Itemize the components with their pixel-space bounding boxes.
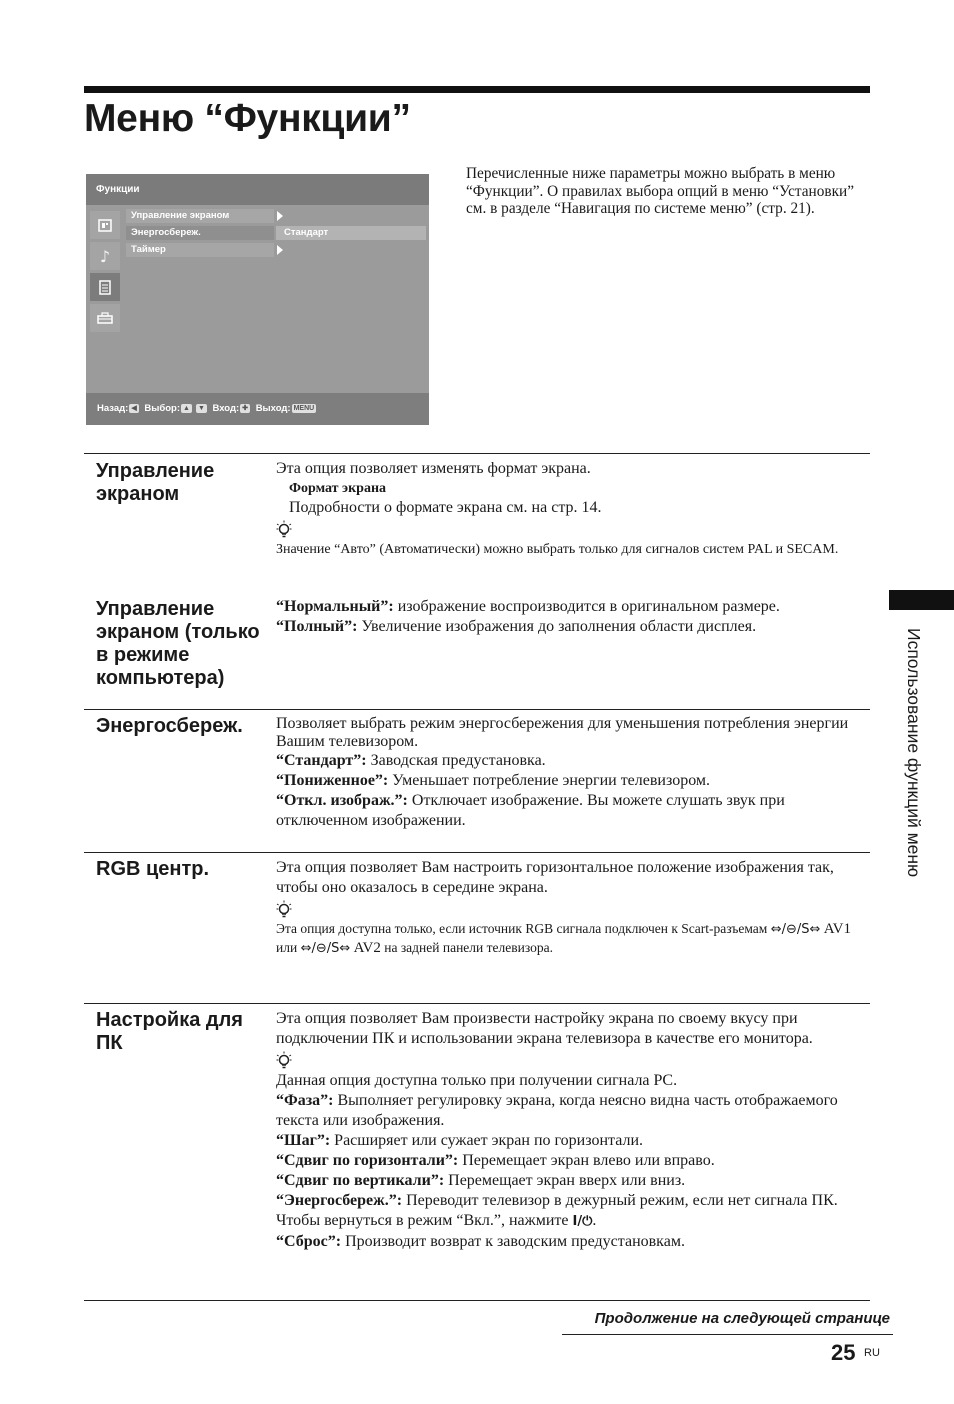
- lightbulb-tip-icon: [276, 900, 292, 920]
- continue-rule: [562, 1334, 893, 1335]
- music-note-icon: ♪: [90, 242, 120, 270]
- desc-text: Эта опция позволяет Вам произвести настройку экрана по своему вкусу при подключении ПК и использовании экрана телевизора в качестве его монитора.: [276, 1010, 813, 1047]
- option-line: “Фаза”: Выполняет регулировку экрана, когда неясно видна часть отображаемого текста или изображения.: [276, 1092, 838, 1129]
- term-rgb-center: RGB центр.: [96, 858, 210, 880]
- lightbulb-tip-icon: [276, 1051, 292, 1071]
- left-arrow-key-icon: ◀: [131, 404, 137, 412]
- option-line: “Откл. изображ.”: Отключает изображение. Вы можете слушать звук при отключенном изображении.: [276, 792, 785, 829]
- submenu-arrow-icon: [277, 211, 283, 221]
- menu-key-icon: MENU: [293, 404, 315, 412]
- intro-text: Перечисленные ниже параметры можно выбрать в меню “Функции”. О правилах выбора опций в меню “Установки” см. в разделе “Навигация по системе меню” (стр. 21).: [466, 165, 855, 217]
- tip-text: Данная опция доступна только при получении сигнала PC.: [276, 1072, 678, 1089]
- functions-icon: [90, 273, 120, 301]
- section-divider: [84, 709, 870, 710]
- up-arrow-key-icon: ▲: [183, 404, 190, 412]
- option-line: “Шаг”: Расширяет или сужает экран по горизонтали.: [276, 1132, 644, 1149]
- page-language: RU: [864, 1347, 880, 1359]
- tip-text: Эта опция доступна только, если источник RGB сигнала подключен к Scart-разъемам ⇔/⊖/S⇔ AV1 или ⇔/⊖/S⇔ AV2 на задней панели телевизора.: [276, 921, 852, 956]
- down-arrow-key-icon: ▼: [197, 404, 205, 412]
- option-line: “Нормальный”: изображение воспроизводится в оригинальном размере.: [276, 598, 780, 615]
- section-divider: [84, 453, 870, 454]
- term-screen-control: Управление экраном: [96, 460, 215, 505]
- osd-footer: [86, 393, 429, 425]
- desc-screen-control: [276, 459, 870, 559]
- desc-text: Позволяет выбрать режим энергосбережения для уменьшения потребления энергии Вашим телевизором.: [276, 715, 849, 750]
- osd-title: Функции: [86, 174, 429, 205]
- section-divider: [84, 852, 870, 853]
- lightbulb-tip-icon: [276, 520, 292, 540]
- side-tab-marker: [889, 590, 954, 610]
- option-line: “Сброс”: Производит возврат к заводским предустановкам.: [276, 1233, 685, 1250]
- scart-connector-icon: ⇔/⊖/S⇔: [770, 922, 821, 937]
- osd-value-power-saving: Стандарт: [276, 226, 426, 240]
- page-title: Меню “Функции”: [84, 97, 411, 140]
- desc-rgb-center: [276, 858, 870, 958]
- side-tab-label: Использование функций меню: [904, 628, 924, 878]
- option-line: “Сдвиг по горизонтали”: Перемещает экран влево или вправо.: [276, 1152, 715, 1169]
- osd-footer-back-label: Назад:: [97, 403, 129, 414]
- section-divider: [84, 1003, 870, 1004]
- osd-menu-screenshot: [86, 174, 429, 425]
- option-line: “Сдвиг по вертикали”: Перемещает экран вверх или вниз.: [276, 1172, 686, 1189]
- desc-text: Эта опция позволяет Вам настроить горизонтальное положение изображения так, чтобы оно оказалось в середине экрана.: [276, 859, 834, 896]
- option-line: “Энергосбереж.”: Переводит телевизор в дежурный режим, если нет сигнала ПК. Чтобы вернуться в режим “Вкл.”, нажмите I/⏻.: [276, 1192, 838, 1229]
- desc-text: Эта опция позволяет изменять формат экрана.: [276, 460, 591, 477]
- osd-item-power-saving[interactable]: Энергосбереж.: [126, 226, 274, 240]
- desc-power-saving: [276, 715, 870, 831]
- toolbox-icon: [90, 304, 120, 332]
- picture-icon: [90, 211, 120, 239]
- osd-icon-column: [90, 211, 120, 335]
- sub-text: Подробности о формате экрана см. на стр. 14.: [289, 499, 602, 516]
- osd-body: [86, 205, 429, 393]
- power-button-icon: I/⏻: [572, 1214, 593, 1229]
- term-pc-settings: Настройка для ПК: [96, 1009, 243, 1054]
- osd-item-screen-control[interactable]: Управление экраном: [126, 209, 274, 223]
- option-line: “Стандарт”: Заводская предустановка.: [276, 752, 546, 769]
- page-number: 25: [831, 1340, 856, 1365]
- submenu-arrow-icon: [277, 245, 283, 255]
- term-screen-control-pc: Управление экраном (только в режиме компьютера): [96, 598, 260, 689]
- side-tab: [902, 628, 922, 973]
- option-line: “Полный”: Увеличение изображения до заполнения области дисплея.: [276, 618, 757, 635]
- osd-footer-exit-label: Выход:: [255, 403, 291, 414]
- osd-footer-enter-label: Вход:: [212, 403, 240, 414]
- osd-footer-select-label: Выбор:: [144, 403, 180, 414]
- term-power-saving: Энергосбереж.: [96, 715, 243, 737]
- scart-connector-icon: ⇔/⊖/S⇔: [300, 941, 351, 956]
- tip-text: Значение “Авто” (Автоматически) можно выбрать только для сигналов систем PAL и SECAM.: [276, 542, 839, 557]
- desc-pc-settings: [276, 1009, 870, 1252]
- section-divider: [84, 1300, 870, 1301]
- continue-note: Продолжение на следующей странице: [594, 1310, 890, 1327]
- enter-key-icon: ✚: [242, 404, 249, 412]
- desc-screen-control-pc: [276, 597, 870, 637]
- top-rule: [84, 86, 870, 93]
- option-line: “Пониженное”: Уменьшает потребление энергии телевизором.: [276, 772, 711, 789]
- sub-title: Формат экрана: [289, 481, 387, 496]
- osd-item-timer[interactable]: Таймер: [126, 243, 274, 257]
